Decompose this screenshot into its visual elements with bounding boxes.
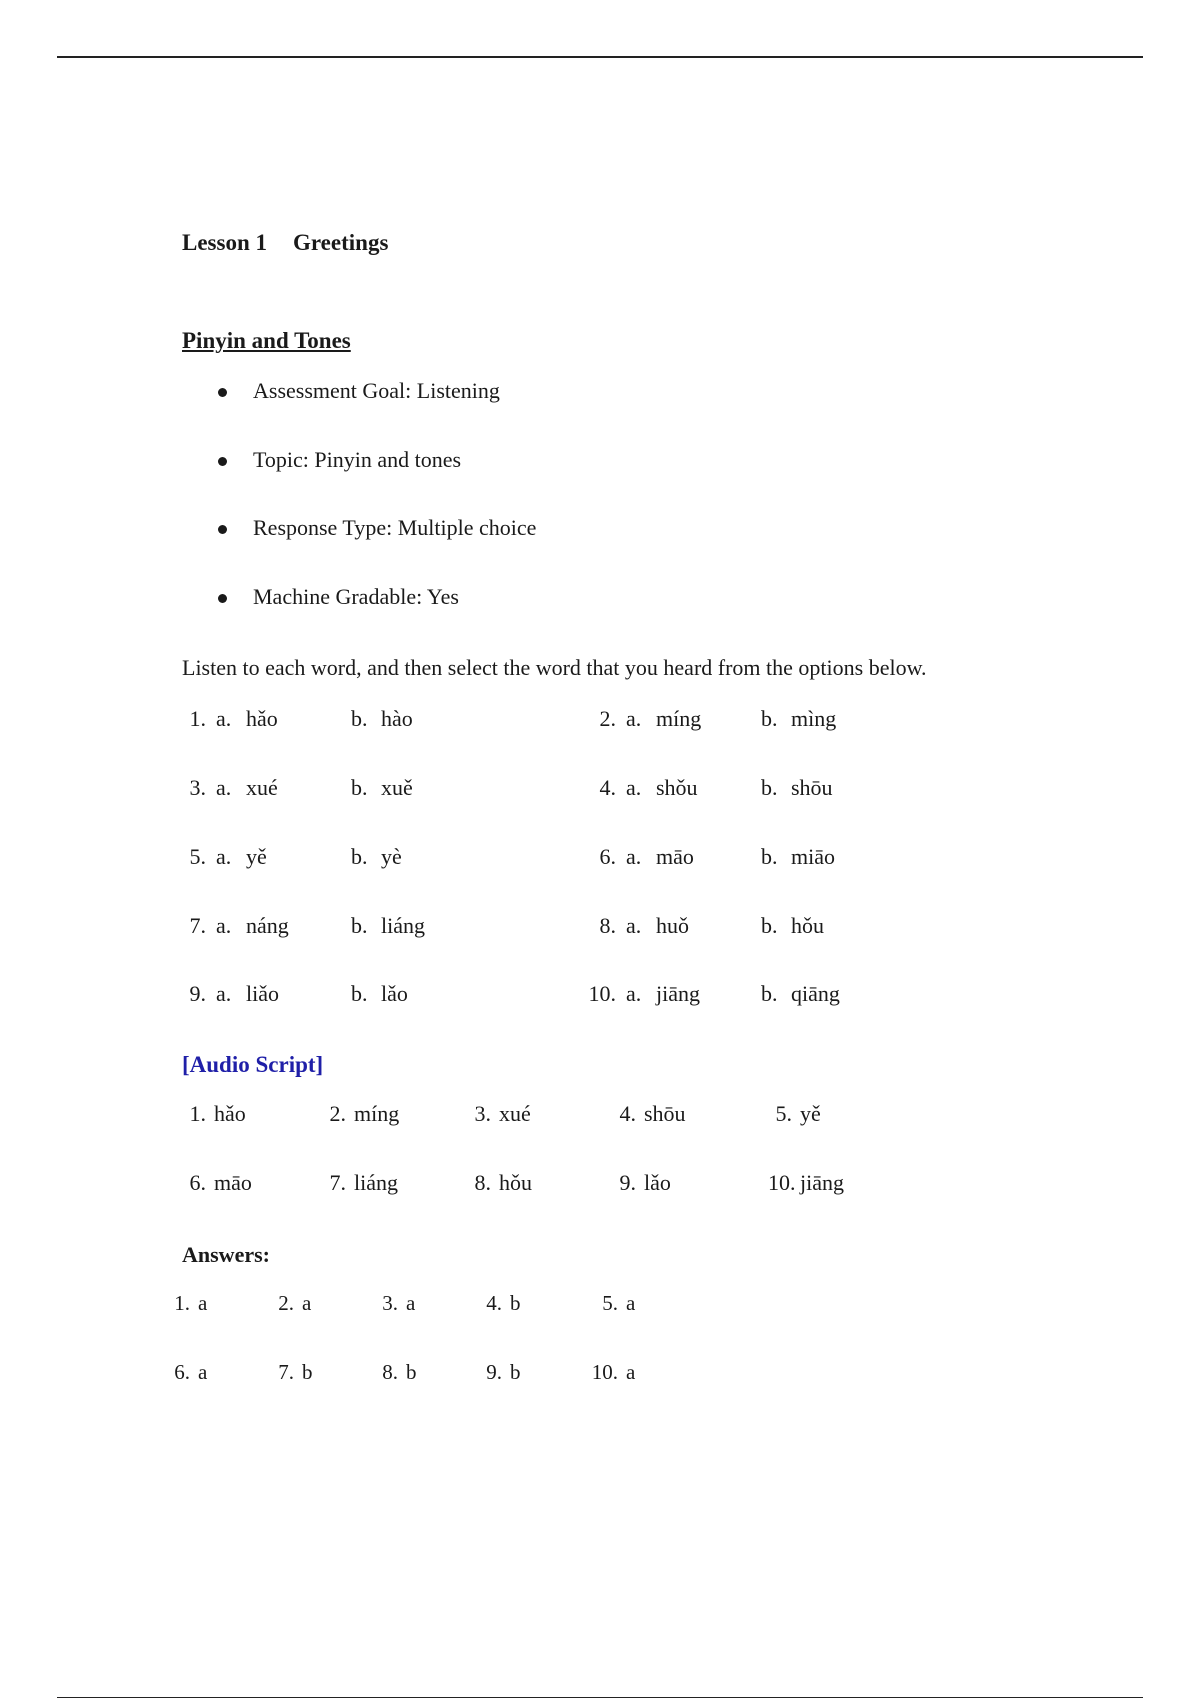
answer-number: 3.: [382, 1291, 398, 1315]
footer-rule: [57, 1697, 1143, 1698]
bullet-dot-icon: [218, 594, 227, 603]
option-b-label: b.: [351, 706, 368, 731]
option-a-label: a.: [626, 844, 642, 869]
option-b: liáng: [381, 913, 425, 938]
option-b: lǎo: [381, 981, 408, 1006]
option-a-label: a.: [216, 981, 232, 1006]
option-a-label: a.: [216, 844, 232, 869]
option-a: liǎo: [246, 981, 279, 1006]
bullet-text: Topic: Pinyin and tones: [253, 447, 462, 472]
option-b: xuě: [381, 775, 413, 800]
option-a: míng: [656, 706, 702, 731]
option-a: huǒ: [656, 913, 689, 938]
answer-number: 5.: [602, 1291, 618, 1315]
header-rule: [57, 56, 1143, 58]
audio-number: 5.: [775, 1101, 792, 1126]
answer-number: 2.: [278, 1291, 294, 1315]
option-a: yě: [246, 844, 267, 869]
lesson-number: Lesson 1: [182, 230, 267, 255]
answer-number: 4.: [486, 1291, 502, 1315]
audio-number: 7.: [329, 1170, 346, 1195]
option-a: hǎo: [246, 706, 278, 731]
question-number: 7.: [189, 913, 206, 938]
bullet-text: Response Type: Multiple choice: [253, 515, 537, 540]
option-b: mìng: [791, 706, 837, 731]
answer-value: b: [302, 1360, 313, 1384]
option-a-label: a.: [626, 775, 642, 800]
answer-value: a: [198, 1360, 208, 1384]
answer-number: 10.: [591, 1360, 618, 1384]
answer-value: b: [406, 1360, 417, 1384]
audio-number: 3.: [474, 1101, 491, 1126]
option-b: hào: [381, 706, 413, 731]
answer-value: b: [510, 1360, 521, 1384]
option-a: māo: [656, 844, 694, 869]
answer-value: a: [626, 1291, 636, 1315]
option-a: xué: [246, 775, 278, 800]
audio-word: māo: [214, 1170, 252, 1195]
answer-number: 9.: [486, 1360, 502, 1384]
answer-number: 7.: [278, 1360, 294, 1384]
option-b: hǒu: [791, 913, 824, 938]
bullet-dot-icon: [218, 525, 227, 534]
option-b-label: b.: [761, 775, 778, 800]
bullet-text: Assessment Goal: Listening: [253, 378, 500, 403]
audio-number: 4.: [619, 1101, 636, 1126]
option-b: miāo: [791, 844, 835, 869]
option-a-label: a.: [216, 706, 232, 731]
question-number: 10.: [588, 981, 616, 1006]
option-b-label: b.: [761, 913, 778, 938]
audio-word: hǎo: [214, 1101, 246, 1126]
option-a-label: a.: [216, 913, 232, 938]
option-a-label: a.: [216, 775, 232, 800]
question-number: 5.: [189, 844, 206, 869]
option-b: shōu: [791, 775, 833, 800]
answer-value: a: [406, 1291, 416, 1315]
audio-word: jiāng: [800, 1170, 844, 1195]
audio-number: 8.: [474, 1170, 491, 1195]
section-title: Pinyin and Tones: [182, 328, 351, 353]
option-b-label: b.: [351, 775, 368, 800]
answer-number: 6.: [174, 1360, 190, 1384]
audio-word: lǎo: [644, 1170, 671, 1195]
option-b-label: b.: [761, 844, 778, 869]
audio-number: 6.: [189, 1170, 206, 1195]
option-a: jiāng: [656, 981, 700, 1006]
option-b: yè: [381, 844, 402, 869]
question-number: 1.: [189, 706, 206, 731]
option-a-label: a.: [626, 981, 642, 1006]
answers-heading: Answers:: [182, 1242, 270, 1267]
option-b: qiāng: [791, 981, 840, 1006]
audio-number: 1.: [189, 1101, 206, 1126]
question-number: 6.: [599, 844, 616, 869]
question-number: 8.: [599, 913, 616, 938]
lesson-title: [182, 230, 388, 256]
option-b-label: b.: [351, 844, 368, 869]
option-a-label: a.: [626, 706, 642, 731]
option-a: náng: [246, 913, 289, 938]
answer-value: a: [302, 1291, 312, 1315]
bullet-text: Machine Gradable: Yes: [253, 584, 459, 609]
answer-number: 1.: [174, 1291, 190, 1315]
instructions: Listen to each word, and then select the word that you heard from the options below.: [182, 655, 927, 680]
option-a-label: a.: [626, 913, 642, 938]
audio-number: 2.: [329, 1101, 346, 1126]
answer-value: a: [626, 1360, 636, 1384]
audio-word: hǒu: [499, 1170, 532, 1195]
bullet-dot-icon: [218, 388, 227, 397]
audio-word: shōu: [644, 1101, 686, 1126]
option-b-label: b.: [761, 981, 778, 1006]
audio-number: 9.: [619, 1170, 636, 1195]
audio-script-heading: [Audio Script]: [182, 1052, 324, 1077]
answer-number: 8.: [382, 1360, 398, 1384]
option-a: shǒu: [656, 775, 698, 800]
question-number: 3.: [189, 775, 206, 800]
audio-number: 10.: [768, 1170, 796, 1195]
option-b-label: b.: [761, 706, 778, 731]
option-b-label: b.: [351, 913, 368, 938]
audio-word: liáng: [354, 1170, 398, 1195]
answer-value: a: [198, 1291, 208, 1315]
question-number: 9.: [189, 981, 206, 1006]
lesson-name: Greetings: [293, 230, 389, 255]
answer-value: b: [510, 1291, 521, 1315]
question-number: 4.: [599, 775, 616, 800]
option-b-label: b.: [351, 981, 368, 1006]
bullet-dot-icon: [218, 457, 227, 466]
audio-word: yě: [800, 1101, 821, 1126]
question-number: 2.: [599, 706, 616, 731]
audio-word: xué: [499, 1101, 531, 1126]
audio-word: míng: [354, 1101, 400, 1126]
